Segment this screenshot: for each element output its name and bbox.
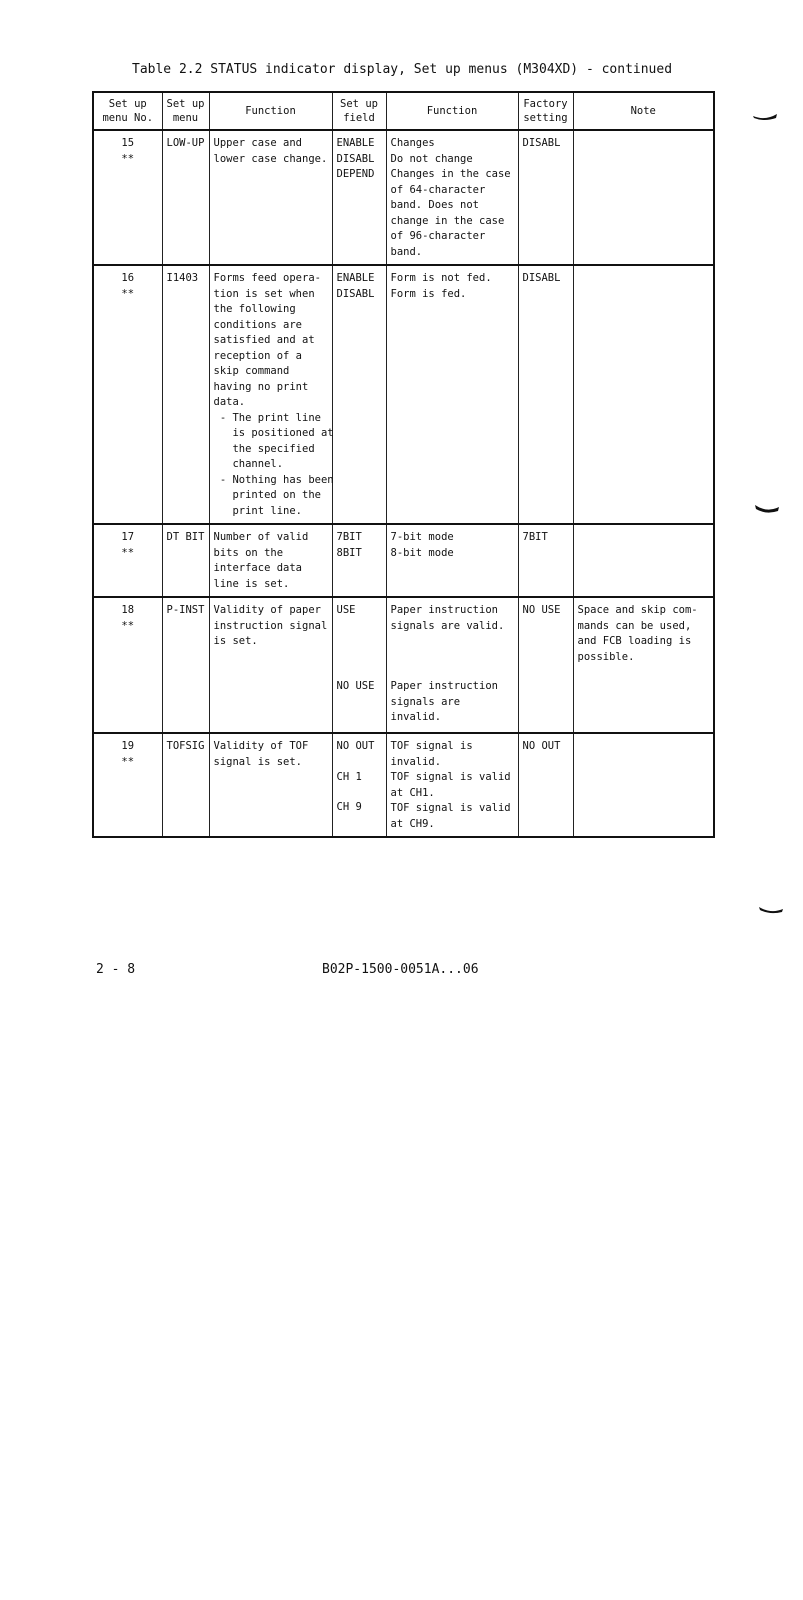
header-function: Function	[209, 92, 332, 130]
field-function-text: Form is not fed. Form is fed.	[386, 265, 518, 524]
menu-number: 18 **	[93, 597, 162, 733]
field-values: ENABLE DISABL	[332, 265, 386, 524]
page-number: 2 - 8	[96, 962, 136, 977]
table-row	[93, 265, 714, 524]
header-field: Set up field	[332, 92, 386, 130]
factory-setting: NO USE	[518, 597, 573, 733]
table-row	[93, 524, 714, 597]
menu-number: 17 **	[93, 524, 162, 597]
note	[573, 130, 714, 265]
note	[573, 265, 714, 524]
menu-name: TOFSIG	[162, 733, 209, 837]
menu-name: DT BIT	[162, 524, 209, 597]
field-function-text: Changes Do not change Changes in the case of 64-character band. Does not change in the case of 96-character band.	[386, 130, 518, 265]
scan-mark	[758, 905, 784, 915]
table-header-row	[93, 92, 714, 130]
note: Space and skip com- mands can be used, and FCB loading is possible.	[573, 597, 714, 733]
factory-setting: DISABL	[518, 130, 573, 265]
setup-menus-table	[92, 91, 715, 838]
function-text: Forms feed opera- tion is set when the following conditions are satisfied and at reception of a skip command having no print data. - The print line is positioned at the specified channel. - Nothing has been printed on the print line.	[209, 265, 332, 524]
function-text: Validity of TOF signal is set.	[209, 733, 332, 837]
note	[573, 733, 714, 837]
field-values: USE NO USE	[332, 597, 386, 733]
factory-setting: DISABL	[518, 265, 573, 524]
function-text: Validity of paper instruction signal is set.	[209, 597, 332, 733]
factory-setting: NO OUT	[518, 733, 573, 837]
note	[573, 524, 714, 597]
field-values: NO OUT CH 1 CH 9	[332, 733, 386, 837]
field-values: ENABLE DISABL DEPEND	[332, 130, 386, 265]
function-text: Number of valid bits on the interface data line is set.	[209, 524, 332, 597]
header-note: Note	[573, 92, 714, 130]
field-function-text: TOF signal is invalid. TOF signal is valid at CH1. TOF signal is valid at CH9.	[386, 733, 518, 837]
header-field-function: Function	[386, 92, 518, 130]
field-values: 7BIT 8BIT	[332, 524, 386, 597]
function-text: Upper case and lower case change.	[209, 130, 332, 265]
scan-mark	[752, 112, 778, 122]
table-row	[93, 733, 714, 837]
field-function-text: Paper instruction signals are valid. Paper instruction signals are invalid.	[386, 597, 518, 733]
menu-name: I1403	[162, 265, 209, 524]
table-title: Table 2.2 STATUS indicator display, Set up menus (M304XD) - continued	[132, 62, 673, 77]
menu-name: P-INST	[162, 597, 209, 733]
menu-name: LOW-UP	[162, 130, 209, 265]
header-menu: Set up menu	[162, 92, 209, 130]
field-function-text: 7-bit mode 8-bit mode	[386, 524, 518, 597]
menu-number: 15 **	[93, 130, 162, 265]
document-id: B02P-1500-0051A...06	[322, 962, 479, 977]
table-row	[93, 597, 714, 733]
menu-number: 16 **	[93, 265, 162, 524]
header-factory-setting: Factory setting	[518, 92, 573, 130]
factory-setting: 7BIT	[518, 524, 573, 597]
header-menu-no: Set up menu No.	[93, 92, 162, 130]
menu-number: 19 **	[93, 733, 162, 837]
scan-mark	[754, 503, 780, 515]
table-row	[93, 130, 714, 265]
